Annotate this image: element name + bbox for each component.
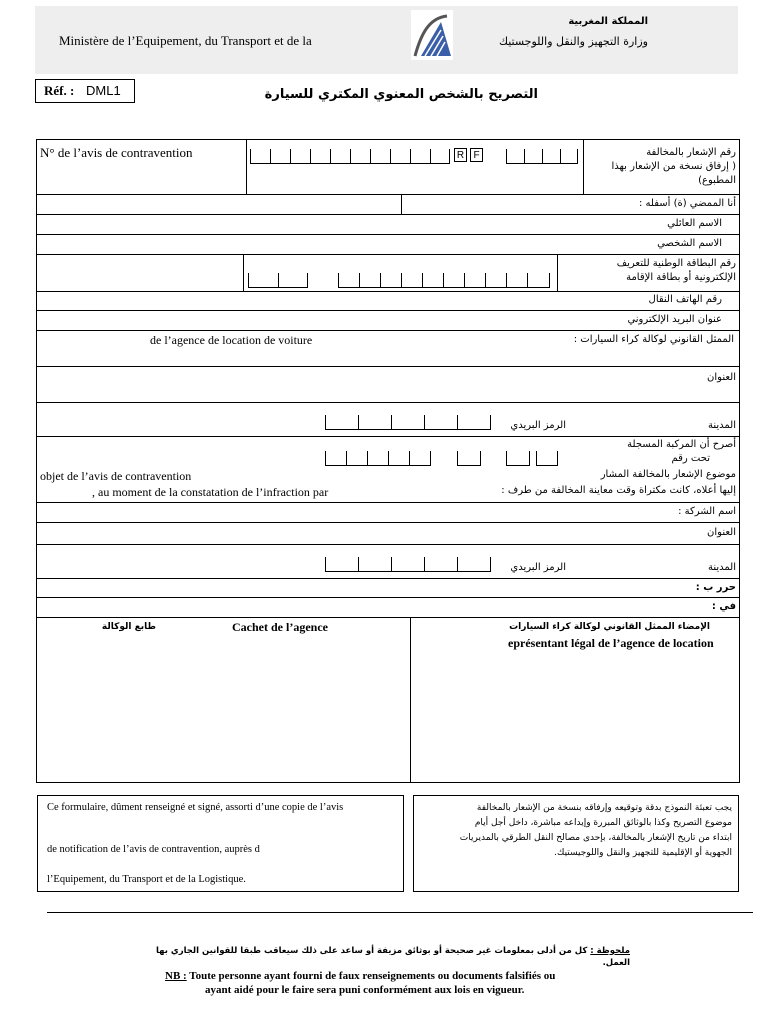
note-ar-3: ابتداء من تاريخ الإشعار بالمخالفة، بإحدى مصالح النقل الطرقي بالمديريات (459, 833, 732, 843)
footer-ar-text: كل من أدلى بمعلومات غير صحيحة أو بوثائق مزيفة أو ساعد على ذلك سيعاقب طبقا للقوانين الجاري بها العمل. (155, 946, 630, 968)
societe-label: اسم الشركة : (678, 506, 736, 517)
tel-label: رقم الهاتف النقال (648, 294, 722, 305)
sign-label-ar: الإمضاء الممثل القانوني لوكالة كراء السيارات (509, 622, 710, 632)
plate-field-part4[interactable] (536, 452, 558, 466)
adresse2-field[interactable] (40, 525, 650, 541)
avis-label-ar-1: رقم الإشعار بالمخالفة (646, 147, 736, 158)
ref-label: Réf. : (44, 83, 75, 98)
note-ar-box (413, 795, 739, 892)
vehicule-label-1: أصرح أن المركبة المسجلة (627, 439, 736, 450)
avis-label-ar-3: المطبوع) (698, 175, 736, 186)
ministry-ar: وزارة التجهيز والنقل واللوجستيك (498, 35, 648, 48)
cin-field-part1[interactable] (248, 272, 308, 288)
avis-f-box: F (470, 148, 483, 162)
email-field[interactable] (40, 312, 580, 328)
ref-value: DML1 (86, 83, 121, 98)
sign-label-fr: eprésentant légal de l’agence de location (508, 636, 714, 650)
kingdom-ar: المملكة المغربية (568, 16, 648, 27)
ville-field[interactable] (590, 414, 676, 430)
note-fr-1: Ce formulaire, dûment renseigné et signé, assorti d’une copie de l’avis (47, 802, 344, 813)
cin-field-part2[interactable] (338, 272, 550, 288)
ville2-field[interactable] (590, 556, 676, 572)
note-ar-4: الجهوية أو الإقليمية للتجهيز والنقل واللوجيستيك. (554, 848, 732, 858)
avis-label-ar-2: ( إرفاق نسخة من الإشعار بهذا (611, 161, 736, 172)
societe-field[interactable] (40, 504, 590, 520)
avis-label-fr: N° de l’avis de contravention (40, 145, 193, 160)
nb-text-2: ayant aidé pour le faire sera puni conformément aux lois en vigueur. (205, 984, 525, 996)
cp2-field[interactable] (325, 558, 491, 572)
signature-field[interactable] (414, 656, 736, 776)
agence-label-ar: الممثل القانوني لوكالة كراء السيارات : (573, 334, 734, 345)
signataire-label: أنا الممضي (ة) أسفله : (638, 198, 736, 209)
note-ar-1: يجب تعبئة النموذج بدقة وتوقيعه وإرفاقه بنسخة من الإشعار بالمخالفة (476, 803, 732, 813)
note-fr-box (37, 795, 404, 892)
email-label: عنوان البريد الإلكتروني (627, 314, 722, 325)
cp-field[interactable] (325, 416, 491, 430)
form-title: التصريح بالشخص المعنوي المكتري للسيارة (264, 87, 538, 102)
stamp-label-ar: طابع الوكالة (101, 622, 156, 632)
fait-a-label: حرر ب : (695, 582, 736, 593)
objet-label-fr: objet de l’avis de contravention (40, 469, 192, 483)
ville2-label: المدينة (707, 562, 736, 573)
adresse2-label: العنوان (707, 527, 736, 538)
stamp-field[interactable] (40, 656, 406, 776)
tel-field[interactable] (40, 293, 590, 309)
le-label: في : (711, 601, 736, 612)
vehicule-label-4: إليها أعلاه، كانت مكتراة وقت معاينة المخالفة من طرف : (501, 485, 736, 496)
adresse-field[interactable] (40, 370, 650, 398)
agence-label-fr: de l’agence de location de voiture (150, 333, 313, 347)
nb-text-1: Toute personne ayant fourni de faux renseignements ou documents falsifiés ou (189, 970, 556, 982)
adresse-label: العنوان (707, 372, 736, 383)
prenom-label: الاسم الشخصي (657, 238, 722, 249)
avis-r-box: R (454, 148, 467, 162)
agence-field[interactable] (40, 348, 730, 364)
date-field[interactable] (40, 599, 650, 615)
ville-label: المدينة (707, 420, 736, 431)
nom-label: الاسم العائلي (667, 218, 722, 229)
avis-suffix-field[interactable] (506, 148, 578, 164)
cin-label-2: الإلكترونية أو بطاقة الإقامة (626, 272, 736, 283)
avis-number-field[interactable] (250, 148, 450, 164)
cin-label-1: رقم البطاقة الوطنية للتعريف (616, 258, 736, 269)
cp2-label: الرمز البريدي (510, 562, 566, 573)
nb-label: NB : (165, 970, 187, 982)
stamp-label-fr: Cachet de l’agence (232, 620, 328, 634)
footer-ar-label: ملحوظة : (590, 946, 630, 956)
plate-field-part2[interactable] (457, 452, 481, 466)
nom-field[interactable] (40, 216, 590, 232)
ministry-fr: Ministère de l’Equipement, du Transport et de la (59, 33, 312, 48)
vehicule-label-3: موضوع الإشعار بالمخالفة المشار (600, 469, 736, 480)
note-ar-2: موضوع التصريح وكذا بالوثائق المبررة وإيداعه مباشرة، داخل أجل أيام (474, 818, 732, 828)
footer-ar (150, 945, 630, 969)
prenom-field[interactable] (40, 236, 590, 252)
cp-label: الرمز البريدي (510, 420, 566, 431)
fait-a-field[interactable] (40, 580, 650, 596)
vehicule-label-2: تحت رقم (671, 453, 710, 464)
moment-label-fr: , au moment de la constatation de l’infraction par (92, 485, 329, 499)
signataire-field[interactable] (40, 196, 398, 212)
ref-box (35, 79, 135, 103)
note-fr-3: l’Equipement, du Transport et de la Logistique. (47, 874, 246, 885)
footer-nb-line1 (165, 970, 555, 983)
plate-field-part3[interactable] (506, 452, 530, 466)
plate-field-part1[interactable] (325, 452, 431, 466)
ministry-logo-icon (411, 10, 453, 60)
note-fr-2: de notification de l’avis de contravention, auprès d (47, 844, 260, 855)
